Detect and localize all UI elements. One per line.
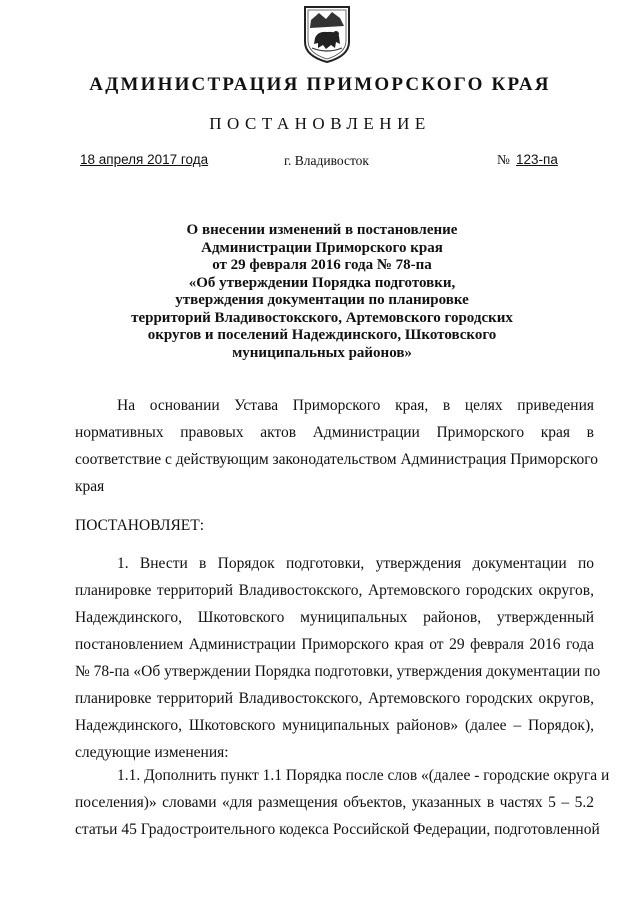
title-line: О внесении изменений в постановление [186, 222, 458, 238]
text-line: края [75, 478, 105, 495]
text-line: планировке территорий Владивостокского, Артемовского городских округов, [75, 690, 594, 707]
text-line: 1. Внести в Порядок подготовки, утверждения документации по [117, 555, 594, 572]
item-1-1-paragraph [75, 762, 610, 843]
text-line: На основании Устава Приморского края, в целях приведения [117, 397, 594, 414]
title-line: утверждения документации по планировке [175, 292, 469, 308]
document-number: 123-па [516, 152, 558, 167]
text-line: статьи 45 Градостроительного кодекса Российской Федерации, подготовленной [75, 821, 600, 838]
coat-of-arms-icon [302, 4, 352, 64]
title-line: округов и поселений Надеждинского, Шкотовского [147, 327, 497, 343]
title-line: муниципальных районов» [232, 344, 412, 361]
organization-name: АДМИНИСТРАЦИЯ ПРИМОРСКОГО КРАЯ [89, 74, 551, 95]
text-line: нормативных правовых актов Администрации Приморского края в [75, 424, 594, 441]
text-line: Надеждинского, Шкотовского муниципальных районов, утвержденный [75, 609, 594, 626]
title-line: от 29 февраля 2016 года № 78-па [212, 257, 432, 273]
preamble-paragraph [75, 392, 598, 500]
document-city: г. Владивосток [284, 153, 369, 168]
document-title [90, 222, 554, 362]
text-line: ПОСТАНОВЛЯЕТ: [75, 517, 205, 534]
text-line: № 78-па «Об утверждении Порядка подготовки, утверждения документации по [75, 663, 601, 680]
text-line: Надеждинского, Шкотовского муниципальных районов» (далее – Порядок), [75, 717, 594, 734]
item-1-paragraph [75, 550, 601, 766]
text-line: следующие изменения: [75, 744, 229, 761]
text-line: планировке территорий Владивостокского, Артемовского городских округов, [75, 582, 594, 599]
title-line: Администрации Приморского края [201, 239, 443, 256]
document-type: ПОСТАНОВЛЕНИЕ [209, 114, 431, 133]
text-line: постановлением Администрации Приморского края от 29 февраля 2016 года [75, 636, 594, 653]
title-line: «Об утверждении Порядка подготовки, [188, 274, 456, 291]
title-line: территорий Владивостокского, Артемовского городских [131, 309, 513, 326]
resolves-heading [75, 512, 594, 539]
text-line: соответствие с действующим законодательством Администрация Приморского [75, 451, 598, 468]
text-line: 1.1. Дополнить пункт 1.1 Порядка после слов «(далее - городские округа и [117, 767, 610, 784]
text-line: поселения)» словами «для размещения объектов, указанных в частях 5 – 5.2 [75, 794, 594, 811]
document-date: 18 апреля 2017 года [80, 152, 209, 167]
number-label: № [497, 152, 510, 167]
